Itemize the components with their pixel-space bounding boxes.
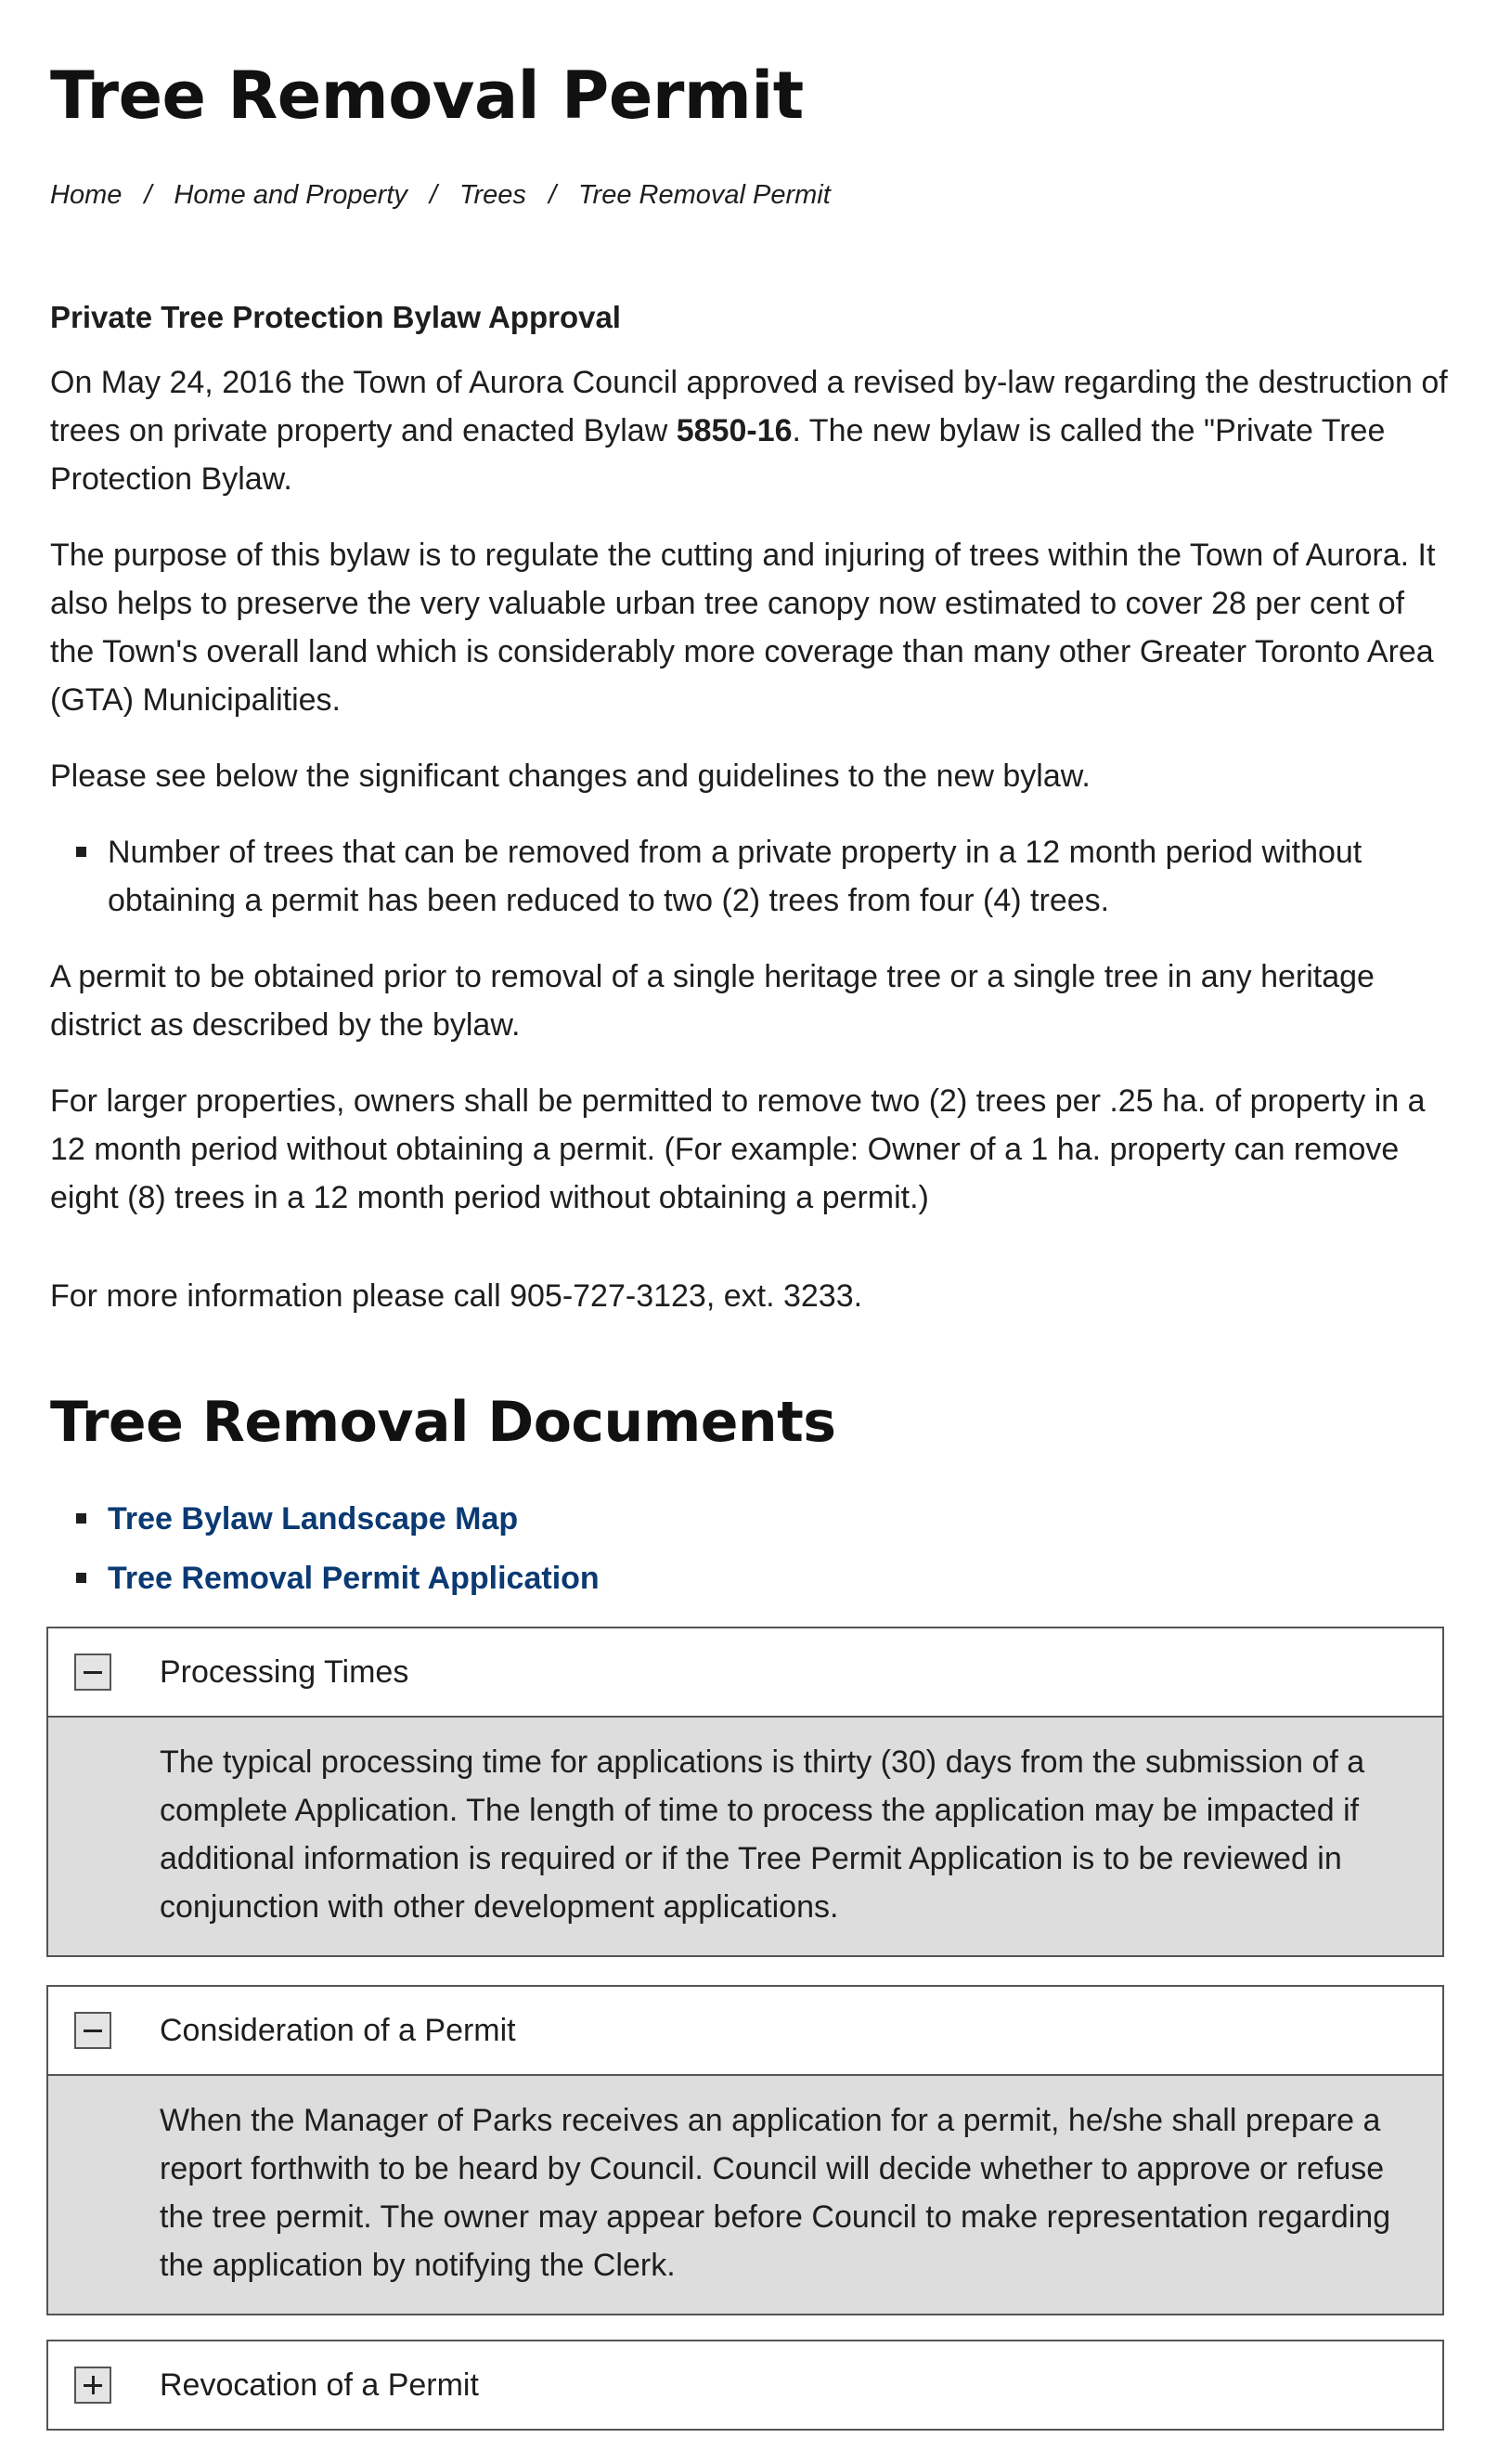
accordion-header[interactable]	[48, 1987, 1442, 2074]
breadcrumb-trees-link[interactable]: Trees	[458, 180, 526, 210]
breadcrumb-separator: /	[144, 180, 152, 210]
page-title: Tree Removal Permit	[50, 58, 804, 134]
paragraph-heritage: A permit to be obtained prior to removal of a single heritage tree or a single tree in any heritage district as described by the bylaw.	[50, 959, 1375, 1043]
paragraph-text: On May 24, 2016 the Town of Aurora Council approved a revised by-law regarding the destruction of trees on private property and enacted Bylaw	[50, 365, 1448, 448]
accordion-body: When the Manager of Parks receives an application for a permit, he/she shall prepare a report forthwith to be heard by Council. Council will decide whether to approve or refuse the tree permit. The owner may appear before Council to make representation regarding the application by notifying the Clerk.	[48, 2074, 1442, 2314]
tree-removal-application-link[interactable]: Tree Removal Permit Application	[108, 1561, 600, 1596]
collapse-icon[interactable]	[74, 1653, 111, 1691]
accordion-header[interactable]	[48, 2341, 1442, 2429]
section-lead: Private Tree Protection Bylaw Approval	[50, 300, 621, 334]
accordion-consideration-of-permit	[46, 1985, 1444, 2315]
documents-title: Tree Removal Documents	[50, 1390, 836, 1455]
paragraph-contact: For more information please call 905-727-3123, ext. 3233.	[50, 1278, 863, 1314]
main-content	[50, 295, 1452, 1320]
breadcrumb	[50, 176, 831, 214]
accordion-label: Processing Times	[160, 1653, 409, 1690]
bylaw-number: 5850-16	[676, 413, 793, 448]
accordion-header[interactable]	[48, 1628, 1442, 1716]
paragraph-approval	[50, 358, 1452, 503]
breadcrumb-home-and-property-link[interactable]: Home and Property	[174, 180, 407, 210]
tree-bylaw-map-link[interactable]: Tree Bylaw Landscape Map	[108, 1501, 519, 1537]
changes-list	[50, 828, 1452, 925]
list-item: Number of trees that can be removed from a private property in a 12 month period without obtaining a permit has been reduced to two (2) trees from four (4) trees.	[108, 828, 1452, 925]
expand-icon[interactable]	[74, 2367, 111, 2404]
documents-list	[50, 1495, 600, 1614]
paragraph-larger-properties: For larger properties, owners shall be permitted to remove two (2) trees per .25 ha. of property in a 12 month period without obtaining a permit. (For example: Owner of a 1 ha. property can remove eight (8) trees in a 12 month period without obtaining a permit.)	[50, 1083, 1426, 1215]
accordion-label: Revocation of a Permit	[160, 2367, 479, 2403]
breadcrumb-separator: /	[429, 180, 437, 210]
collapse-icon[interactable]	[74, 2012, 111, 2049]
accordion-body: The typical processing time for applications is thirty (30) days from the submission of a complete Application. The length of time to process the application may be impacted if additional information is required or if the Tree Permit Application is to be reviewed in conjunction with other development applications.	[48, 1716, 1442, 1955]
breadcrumb-current: Tree Removal Permit	[578, 180, 831, 210]
list-item	[108, 1495, 600, 1543]
paragraph-text: . The new bylaw is called the "Private Tree Protection Bylaw.	[50, 413, 1386, 497]
breadcrumb-separator: /	[548, 180, 556, 210]
breadcrumb-home-link[interactable]: Home	[50, 180, 123, 210]
paragraph-changes-intro: Please see below the significant changes and guidelines to the new bylaw.	[50, 759, 1091, 794]
accordion-label: Consideration of a Permit	[160, 2012, 516, 2048]
list-item	[108, 1554, 600, 1602]
accordion-revocation-of-permit	[46, 2340, 1444, 2431]
paragraph-purpose: The purpose of this bylaw is to regulate the cutting and injuring of trees within the Town of Aurora. It also helps to preserve the very valuable urban tree canopy now estimated to cover 28 per cent of the Town's overall land which is considerably more coverage than many other Greater Toronto Area (GTA) Municipalities.	[50, 538, 1436, 718]
accordion-processing-times	[46, 1627, 1444, 1957]
